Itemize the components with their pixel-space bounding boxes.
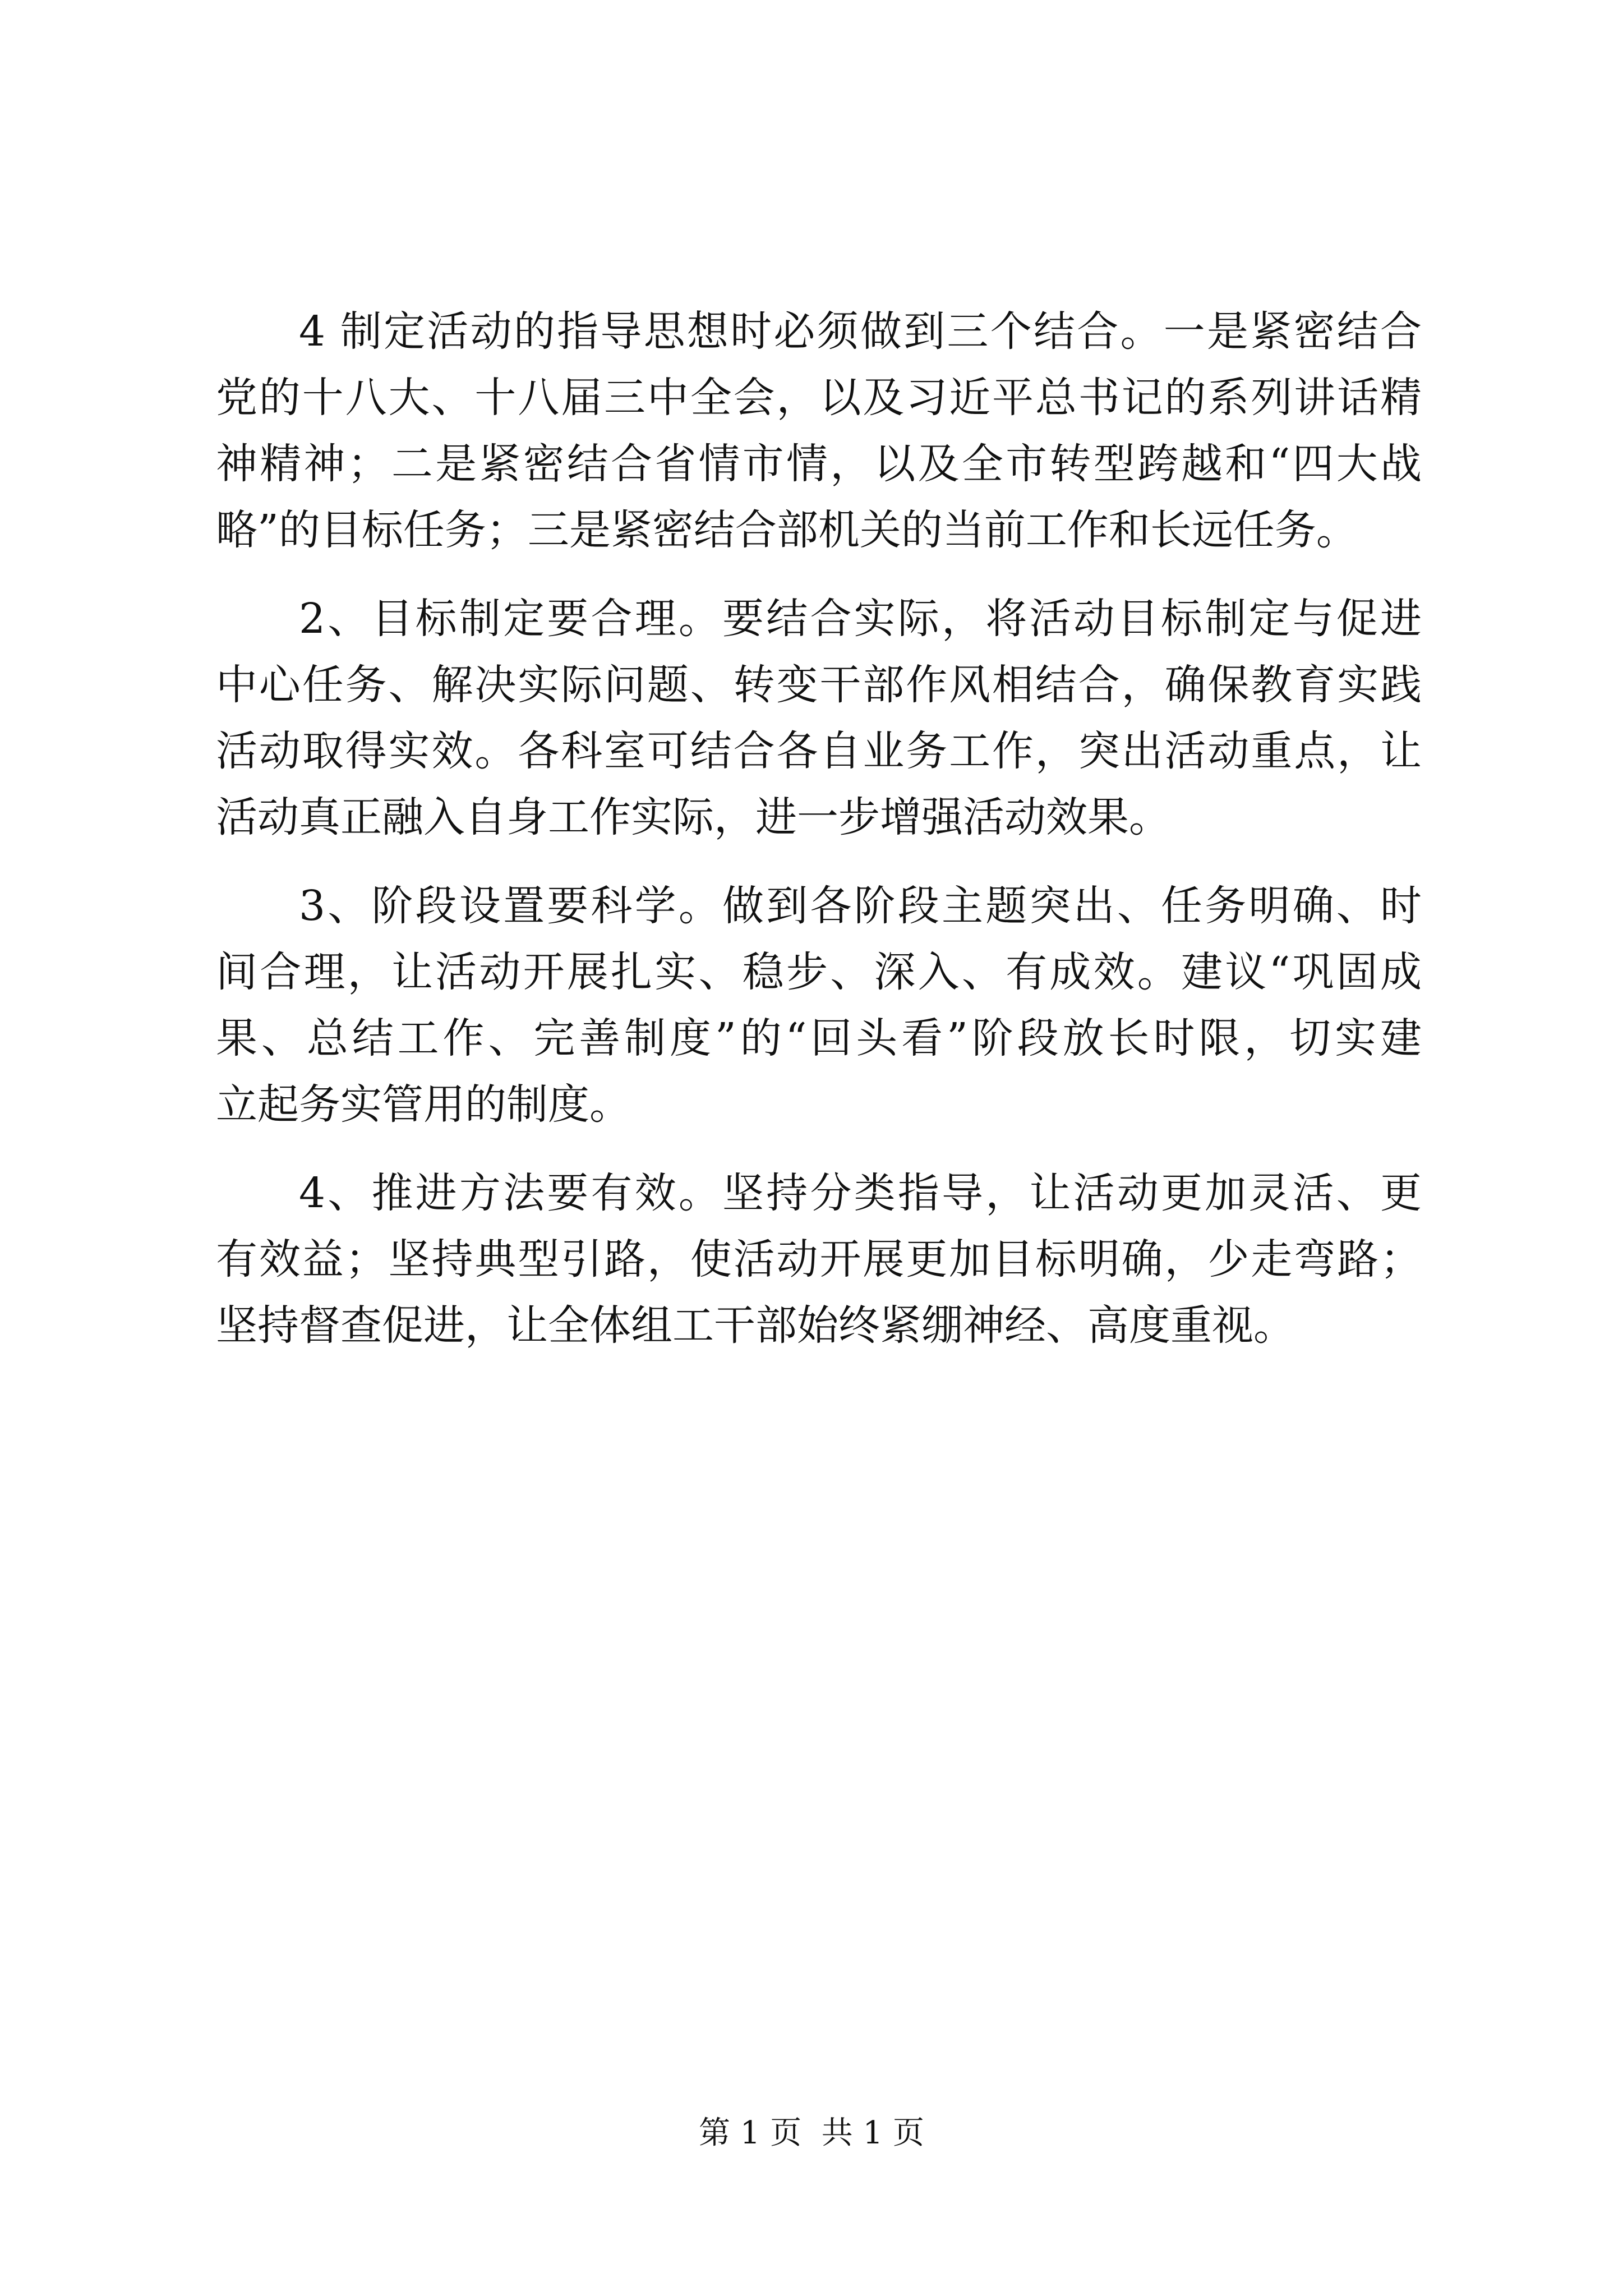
paragraph-line: 立起务实管用的制度。	[216, 1080, 631, 1129]
paragraph-line: 果、总结工作、完善制度”的“回头看”阶段放长时限，切实建	[216, 1014, 1422, 1062]
paragraph-line: 有效益；坚持典型引路，使活动开展更加目标明确，少走弯路；	[216, 1235, 1422, 1283]
paragraph-line: 坚持督查促进，让全体组工干部始终紧绷神经、高度重视。	[216, 1301, 1295, 1350]
paragraph-3	[216, 873, 1422, 1138]
paragraph-line: 4、推进方法要有效。坚持分类指导，让活动更加灵活、更	[299, 1169, 1422, 1217]
paragraph-line: 2、目标制定要合理。要结合实际，将活动目标制定与促进	[299, 595, 1422, 643]
paragraph-spacer	[216, 850, 1422, 873]
paragraph-1	[216, 298, 1422, 563]
page-number-footer: 第 1 页 共 1 页	[698, 2115, 925, 2151]
paragraph-line: 活动真正融入自身工作实际，进一步增强活动效果。	[216, 793, 1170, 841]
paragraph-line: 间合理，让活动开展扎实、稳步、深入、有成效。建议“巩固成	[216, 948, 1422, 996]
paragraph-spacer	[216, 563, 1422, 586]
paragraph-line: 中心任务、解决实际问题、转变干部作风相结合，确保教育实践	[216, 661, 1422, 709]
paragraph-line: 活动取得实效。各科室可结合各自业务工作，突出活动重点，让	[216, 727, 1422, 775]
paragraph-line: 4 制定活动的指导思想时必须做到三个结合。一是紧密结合	[299, 307, 1422, 356]
paragraph-line: 神精神；二是紧密结合省情市情，以及全市转型跨越和“四大战	[216, 440, 1422, 488]
document-body	[216, 298, 1422, 1359]
paragraph-4	[216, 1160, 1422, 1359]
paragraph-line: 3、阶段设置要科学。做到各阶段主题突出、任务明确、时	[299, 882, 1422, 930]
paragraph-spacer	[216, 1138, 1422, 1160]
paragraph-line: 略”的目标任务；三是紧密结合部机关的当前工作和长远任务。	[216, 506, 1358, 554]
paragraph-line: 党的十八大、十八届三中全会，以及习近平总书记的系列讲话精	[216, 374, 1422, 422]
paragraph-2	[216, 586, 1422, 850]
